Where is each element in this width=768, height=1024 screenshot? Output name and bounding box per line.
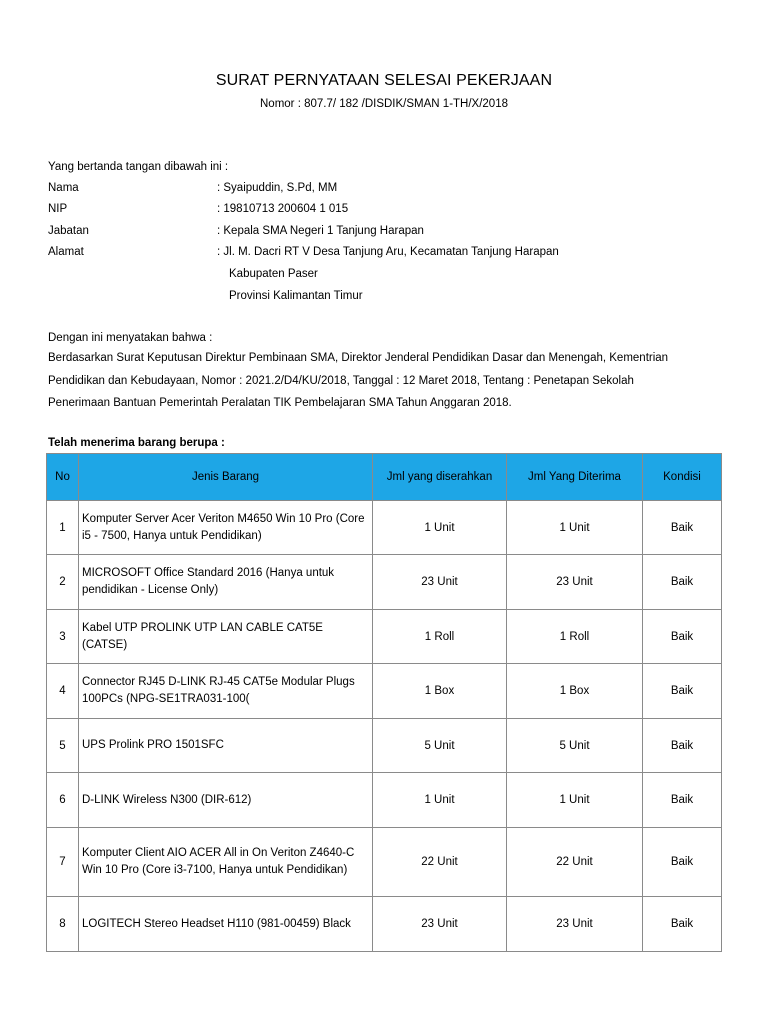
table-row <box>47 773 722 828</box>
cell-kondisi: Baik <box>643 610 722 664</box>
cell-jenis <box>79 555 373 610</box>
statement-line-2: Berdasarkan Surat Keputusan Direktur Pembinaan SMA, Direktor Jenderal Pendidikan Dasar dan Menengah, Kementrian <box>48 352 669 364</box>
cell-no: 3 <box>47 610 79 664</box>
jabatan-label: Jabatan <box>48 225 89 237</box>
header-jenis-barang: Jenis Barang <box>79 454 373 501</box>
statement-line-4: Penerimaan Bantuan Pemerintah Peralatan TIK Pembelajaran SMA Tahun Anggaran 2018. <box>48 397 512 409</box>
cell-diserahkan: 23 Unit <box>373 555 507 610</box>
alamat-line-1: : Jl. M. Dacri RT V Desa Tanjung Aru, Kecamatan Tanjung Harapan <box>217 246 559 258</box>
table-row <box>47 719 722 773</box>
cell-kondisi: Baik <box>643 719 722 773</box>
cell-diserahkan: 1 Roll <box>373 610 507 664</box>
cell-no: 1 <box>47 501 79 555</box>
jabatan-value: : Kepala SMA Negeri 1 Tanjung Harapan <box>217 225 424 237</box>
statement-line-3: Pendidikan dan Kebudayaan, Nomor : 2021.2/D4/KU/2018, Tanggal : 12 Maret 2018, Tentang : Penetapan Sekolah <box>48 375 634 387</box>
cell-jenis-line-1: Komputer Client AIO ACER All in On Veriton Z4640-C <box>82 847 355 859</box>
cell-kondisi: Baik <box>643 828 722 897</box>
cell-diterima: 1 Unit <box>507 773 643 828</box>
cell-diserahkan: 5 Unit <box>373 719 507 773</box>
table-row <box>47 555 722 610</box>
cell-jenis-line-1: MICROSOFT Office Standard 2016 (Hanya untuk <box>82 567 335 579</box>
cell-diterima: 23 Unit <box>507 555 643 610</box>
cell-jenis: Kabel UTP PROLINK UTP LAN CABLE CAT5E (CATSE) <box>79 610 373 664</box>
cell-jenis: UPS Prolink PRO 1501SFC <box>79 719 373 773</box>
cell-jenis-line-2: Win 10 Pro (Core i3-7100, Hanya untuk Pendidikan) <box>82 864 348 876</box>
nip-label: NIP <box>48 203 68 215</box>
cell-jenis <box>79 828 373 897</box>
statement-line-1: Dengan ini menyatakan bahwa : <box>48 332 213 344</box>
alamat-label: Alamat <box>48 246 84 258</box>
cell-diterima: 22 Unit <box>507 828 643 897</box>
nama-label: Nama <box>48 182 79 194</box>
items-table <box>46 453 722 952</box>
cell-diserahkan: 1 Unit <box>373 501 507 555</box>
cell-jenis-line-2: 100PCs (NPG-SE1TRA031-100( <box>82 693 250 705</box>
cell-no: 8 <box>47 897 79 952</box>
nama-value: : Syaipuddin, S.Pd, MM <box>217 182 338 194</box>
table-row <box>47 664 722 719</box>
cell-diserahkan: 1 Box <box>373 664 507 719</box>
intro-text: Yang bertanda tangan dibawah ini : <box>48 161 229 173</box>
cell-no: 6 <box>47 773 79 828</box>
document-number: Nomor : 807.7/ 182 /DISDIK/SMAN 1-TH/X/2018 <box>260 98 508 110</box>
alamat-line-3: Provinsi Kalimantan Timur <box>229 290 363 302</box>
cell-diserahkan: 23 Unit <box>373 897 507 952</box>
table-row <box>47 501 722 555</box>
cell-jenis-line-1: Komputer Server Acer Veriton M4650 Win 10 Pro (Core <box>82 512 365 525</box>
table-row <box>47 897 722 952</box>
cell-jenis: LOGITECH Stereo Headset H110 (981-00459) Black <box>79 897 373 952</box>
cell-kondisi: Baik <box>643 501 722 555</box>
table-row <box>47 610 722 664</box>
cell-diterima: 1 Unit <box>507 501 643 555</box>
cell-kondisi: Baik <box>643 555 722 610</box>
cell-no: 2 <box>47 555 79 610</box>
cell-kondisi: Baik <box>643 897 722 952</box>
alamat-line-2: Kabupaten Paser <box>229 268 318 280</box>
header-jml-diterima: Jml Yang Diterima <box>507 454 643 501</box>
cell-kondisi: Baik <box>643 773 722 828</box>
table-row <box>47 828 722 897</box>
cell-jenis-line-2: i5 - 7500, Hanya untuk Pendidikan) <box>82 529 262 542</box>
cell-diterima: 23 Unit <box>507 897 643 952</box>
cell-jenis: D-LINK Wireless N300 (DIR-612) <box>79 773 373 828</box>
header-no: No <box>47 454 79 501</box>
cell-jenis-line-1: Connector RJ45 D-LINK RJ-45 CAT5e Modular Plugs <box>82 676 355 688</box>
header-jml-diserahkan: Jml yang diserahkan <box>373 454 507 501</box>
nip-value: : 19810713 200604 1 015 <box>217 203 349 215</box>
cell-no: 7 <box>47 828 79 897</box>
cell-kondisi: Baik <box>643 664 722 719</box>
cell-diserahkan: 1 Unit <box>373 773 507 828</box>
cell-no: 5 <box>47 719 79 773</box>
cell-diterima: 1 Roll <box>507 610 643 664</box>
cell-jenis <box>79 501 373 555</box>
cell-no: 4 <box>47 664 79 719</box>
table-heading: Telah menerima barang berupa : <box>48 437 225 449</box>
table-header-row <box>47 454 722 501</box>
cell-diserahkan: 22 Unit <box>373 828 507 897</box>
header-kondisi: Kondisi <box>643 454 722 501</box>
document-title: SURAT PERNYATAAN SELESAI PEKERJAAN <box>215 72 553 89</box>
cell-jenis <box>79 664 373 719</box>
cell-diterima: 1 Box <box>507 664 643 719</box>
cell-diterima: 5 Unit <box>507 719 643 773</box>
cell-jenis-line-2: pendidikan - License Only) <box>82 584 219 596</box>
